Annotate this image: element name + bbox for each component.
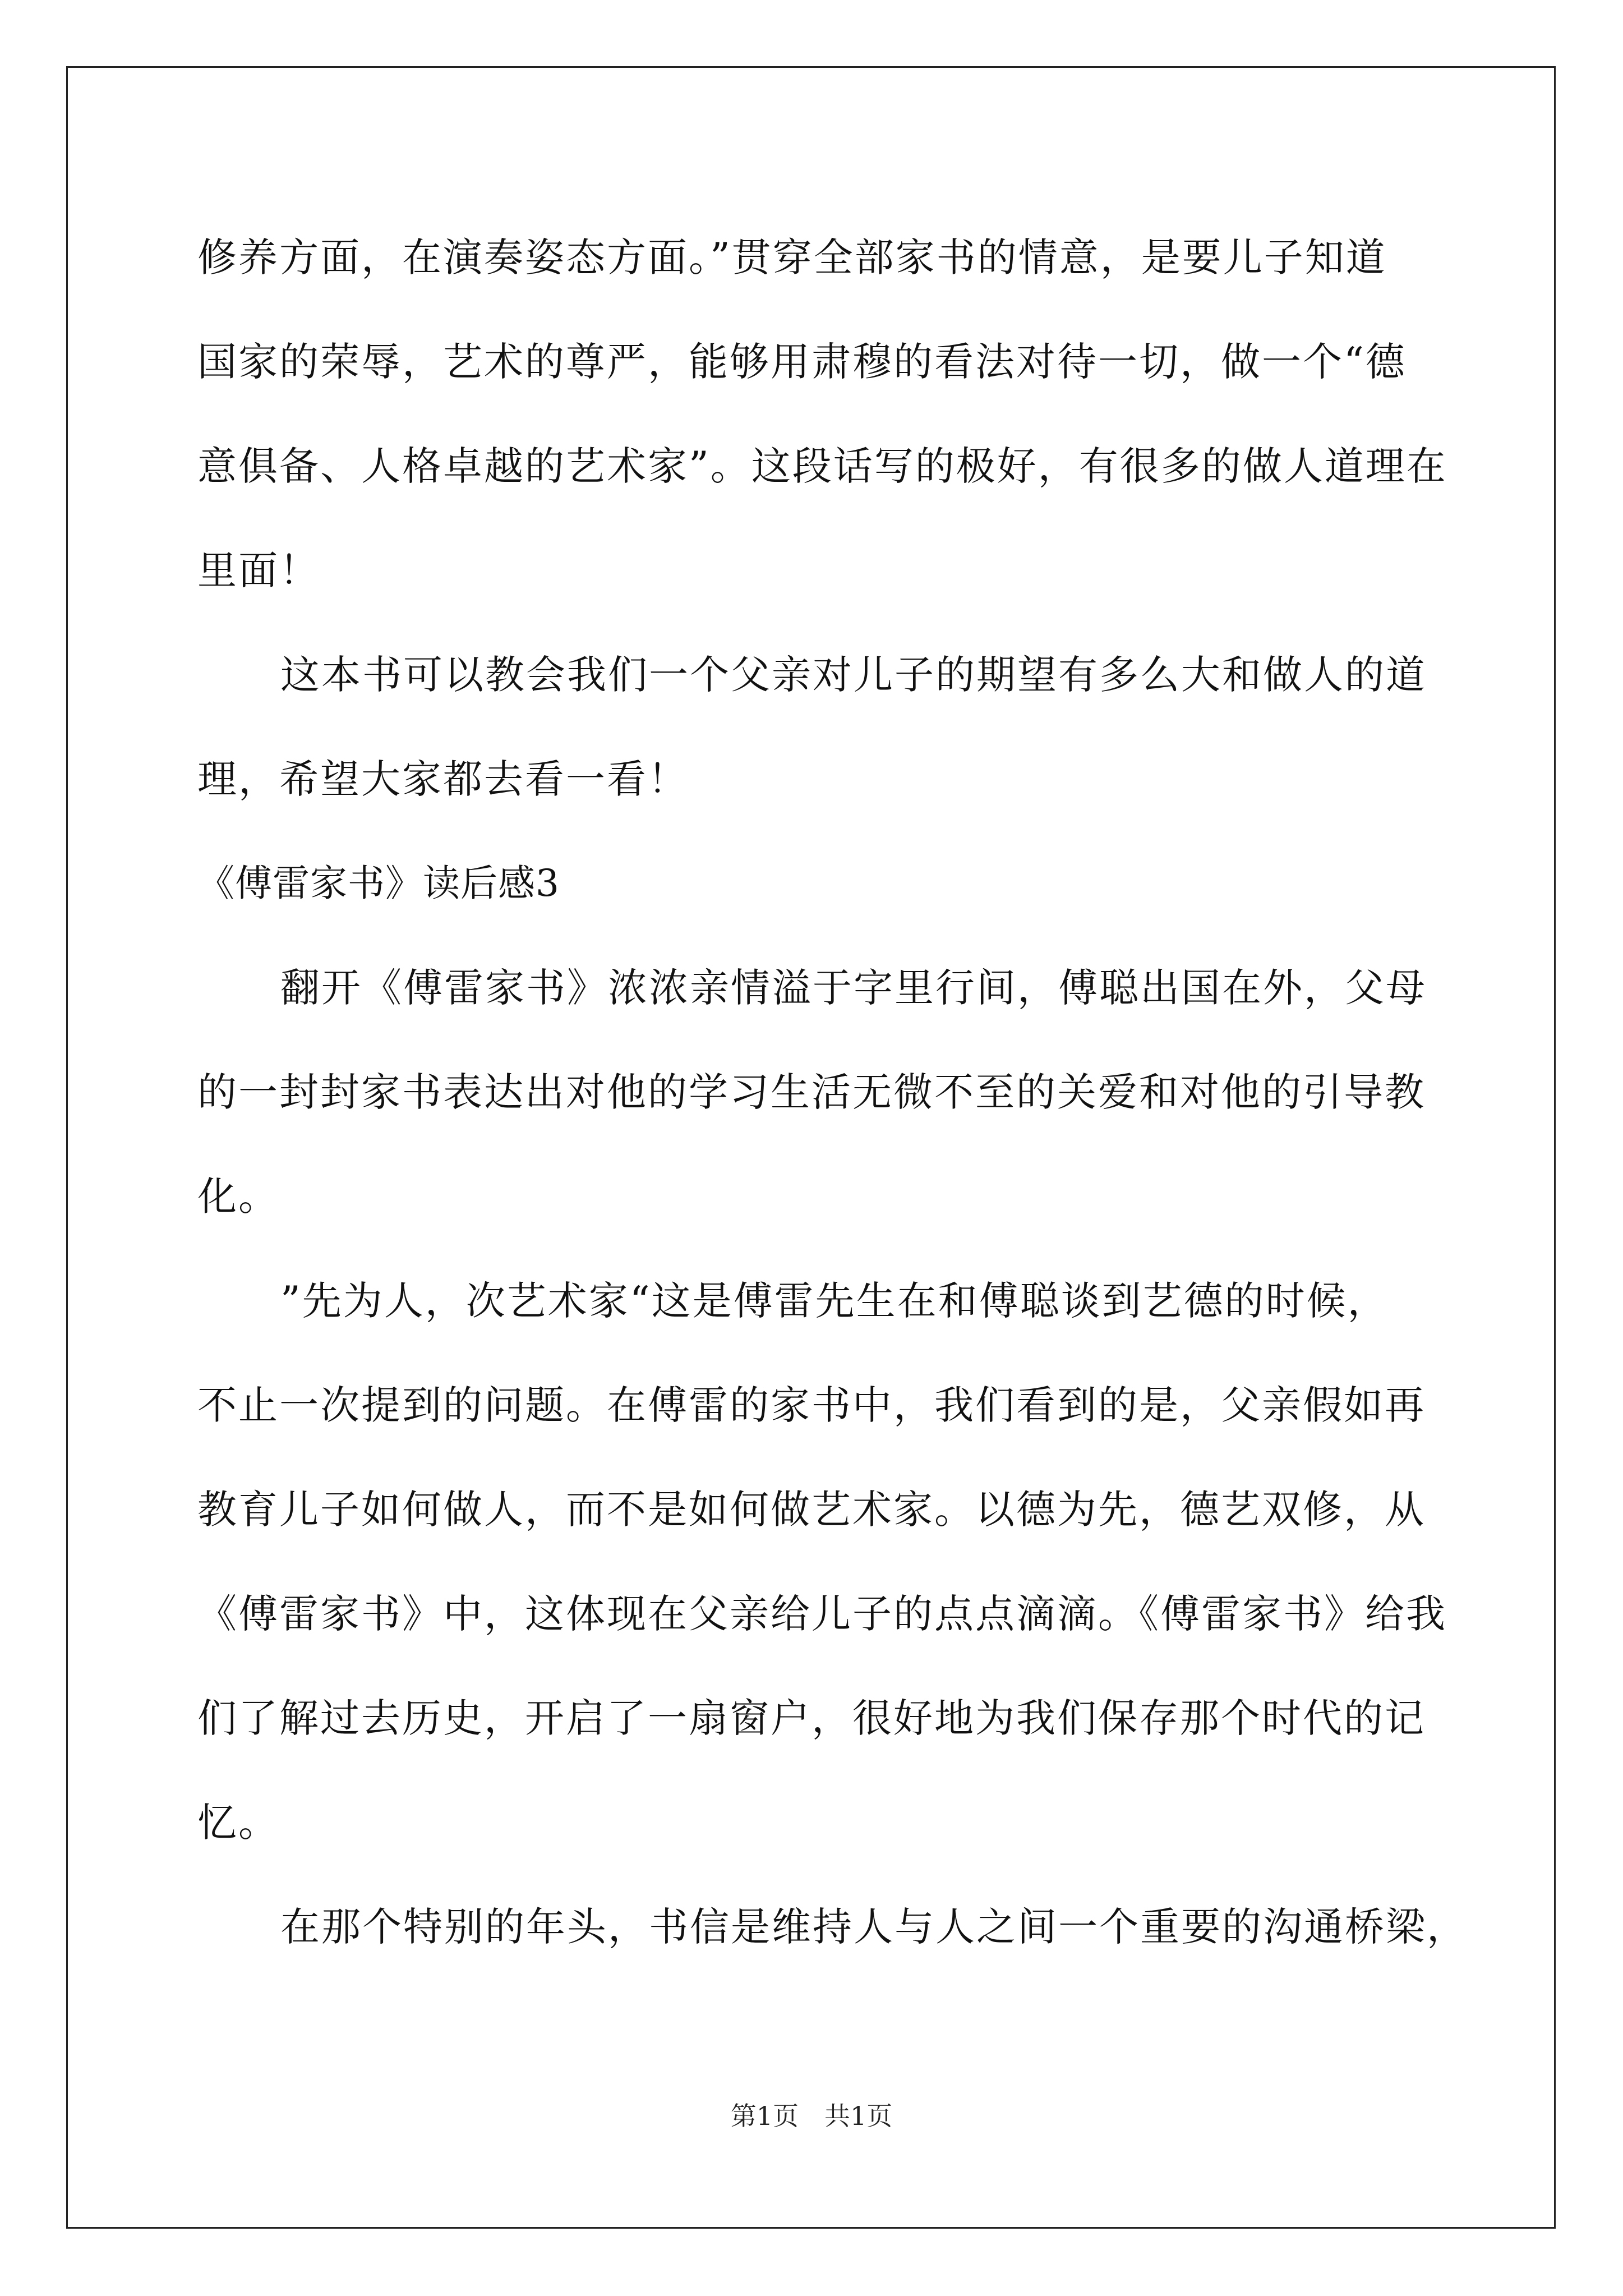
paragraph-start-line: 在那个特别的年头，书信是维持人与人之间一个重要的沟通桥梁， <box>280 1904 1468 1950</box>
text-line: 修养方面，在演奏姿态方面。”贯穿全部家书的情意，是要儿子知道 <box>197 234 1387 280</box>
paragraph-start-line: ”先为人，次艺术家“这是傅雷先生在和傅聪谈到艺德的时候， <box>280 1278 1389 1324</box>
text-line: 化。 <box>197 1174 279 1220</box>
text-line: 里面！ <box>197 547 320 593</box>
text-line: 《傅雷家书》中，这体现在父亲给儿子的点点滴滴。《傅雷家书》给我 <box>197 1591 1447 1637</box>
document-body <box>197 205 1468 1979</box>
text-line: 的一封封家书表达出对他的学习生活无微不至的关爱和对他的引导教 <box>197 1069 1426 1115</box>
paragraph-start-line: 翻开《傅雷家书》浓浓亲情溢于字里行间，傅聪出国在外，父母 <box>280 965 1427 1011</box>
text-line: 们了解过去历史，开启了一扇窗户，很好地为我们保存那个时代的记 <box>197 1695 1426 1741</box>
text-line: 不止一次提到的问题。在傅雷的家书中，我们看到的是，父亲假如再 <box>197 1382 1426 1428</box>
text-line: 忆。 <box>197 1800 279 1846</box>
page-number-footer: 第1页 共1页 <box>730 2101 893 2131</box>
text-line: 国家的荣辱，艺术的尊严，能够用肃穆的看法对待一切，做一个“德 <box>197 339 1407 385</box>
text-line: 意俱备、人格卓越的艺术家”。这段话写的极好，有很多的做人道理在 <box>197 443 1447 489</box>
text-line: 理，希望大家都去看一看！ <box>197 756 689 802</box>
text-line: 教育儿子如何做人，而不是如何做艺术家。以德为先，德艺双修，从 <box>197 1487 1426 1533</box>
section-heading: 《傅雷家书》读后感3 <box>197 862 560 905</box>
paragraph-start-line: 这本书可以教会我们一个父亲对儿子的期望有多么大和做人的道 <box>280 652 1427 698</box>
